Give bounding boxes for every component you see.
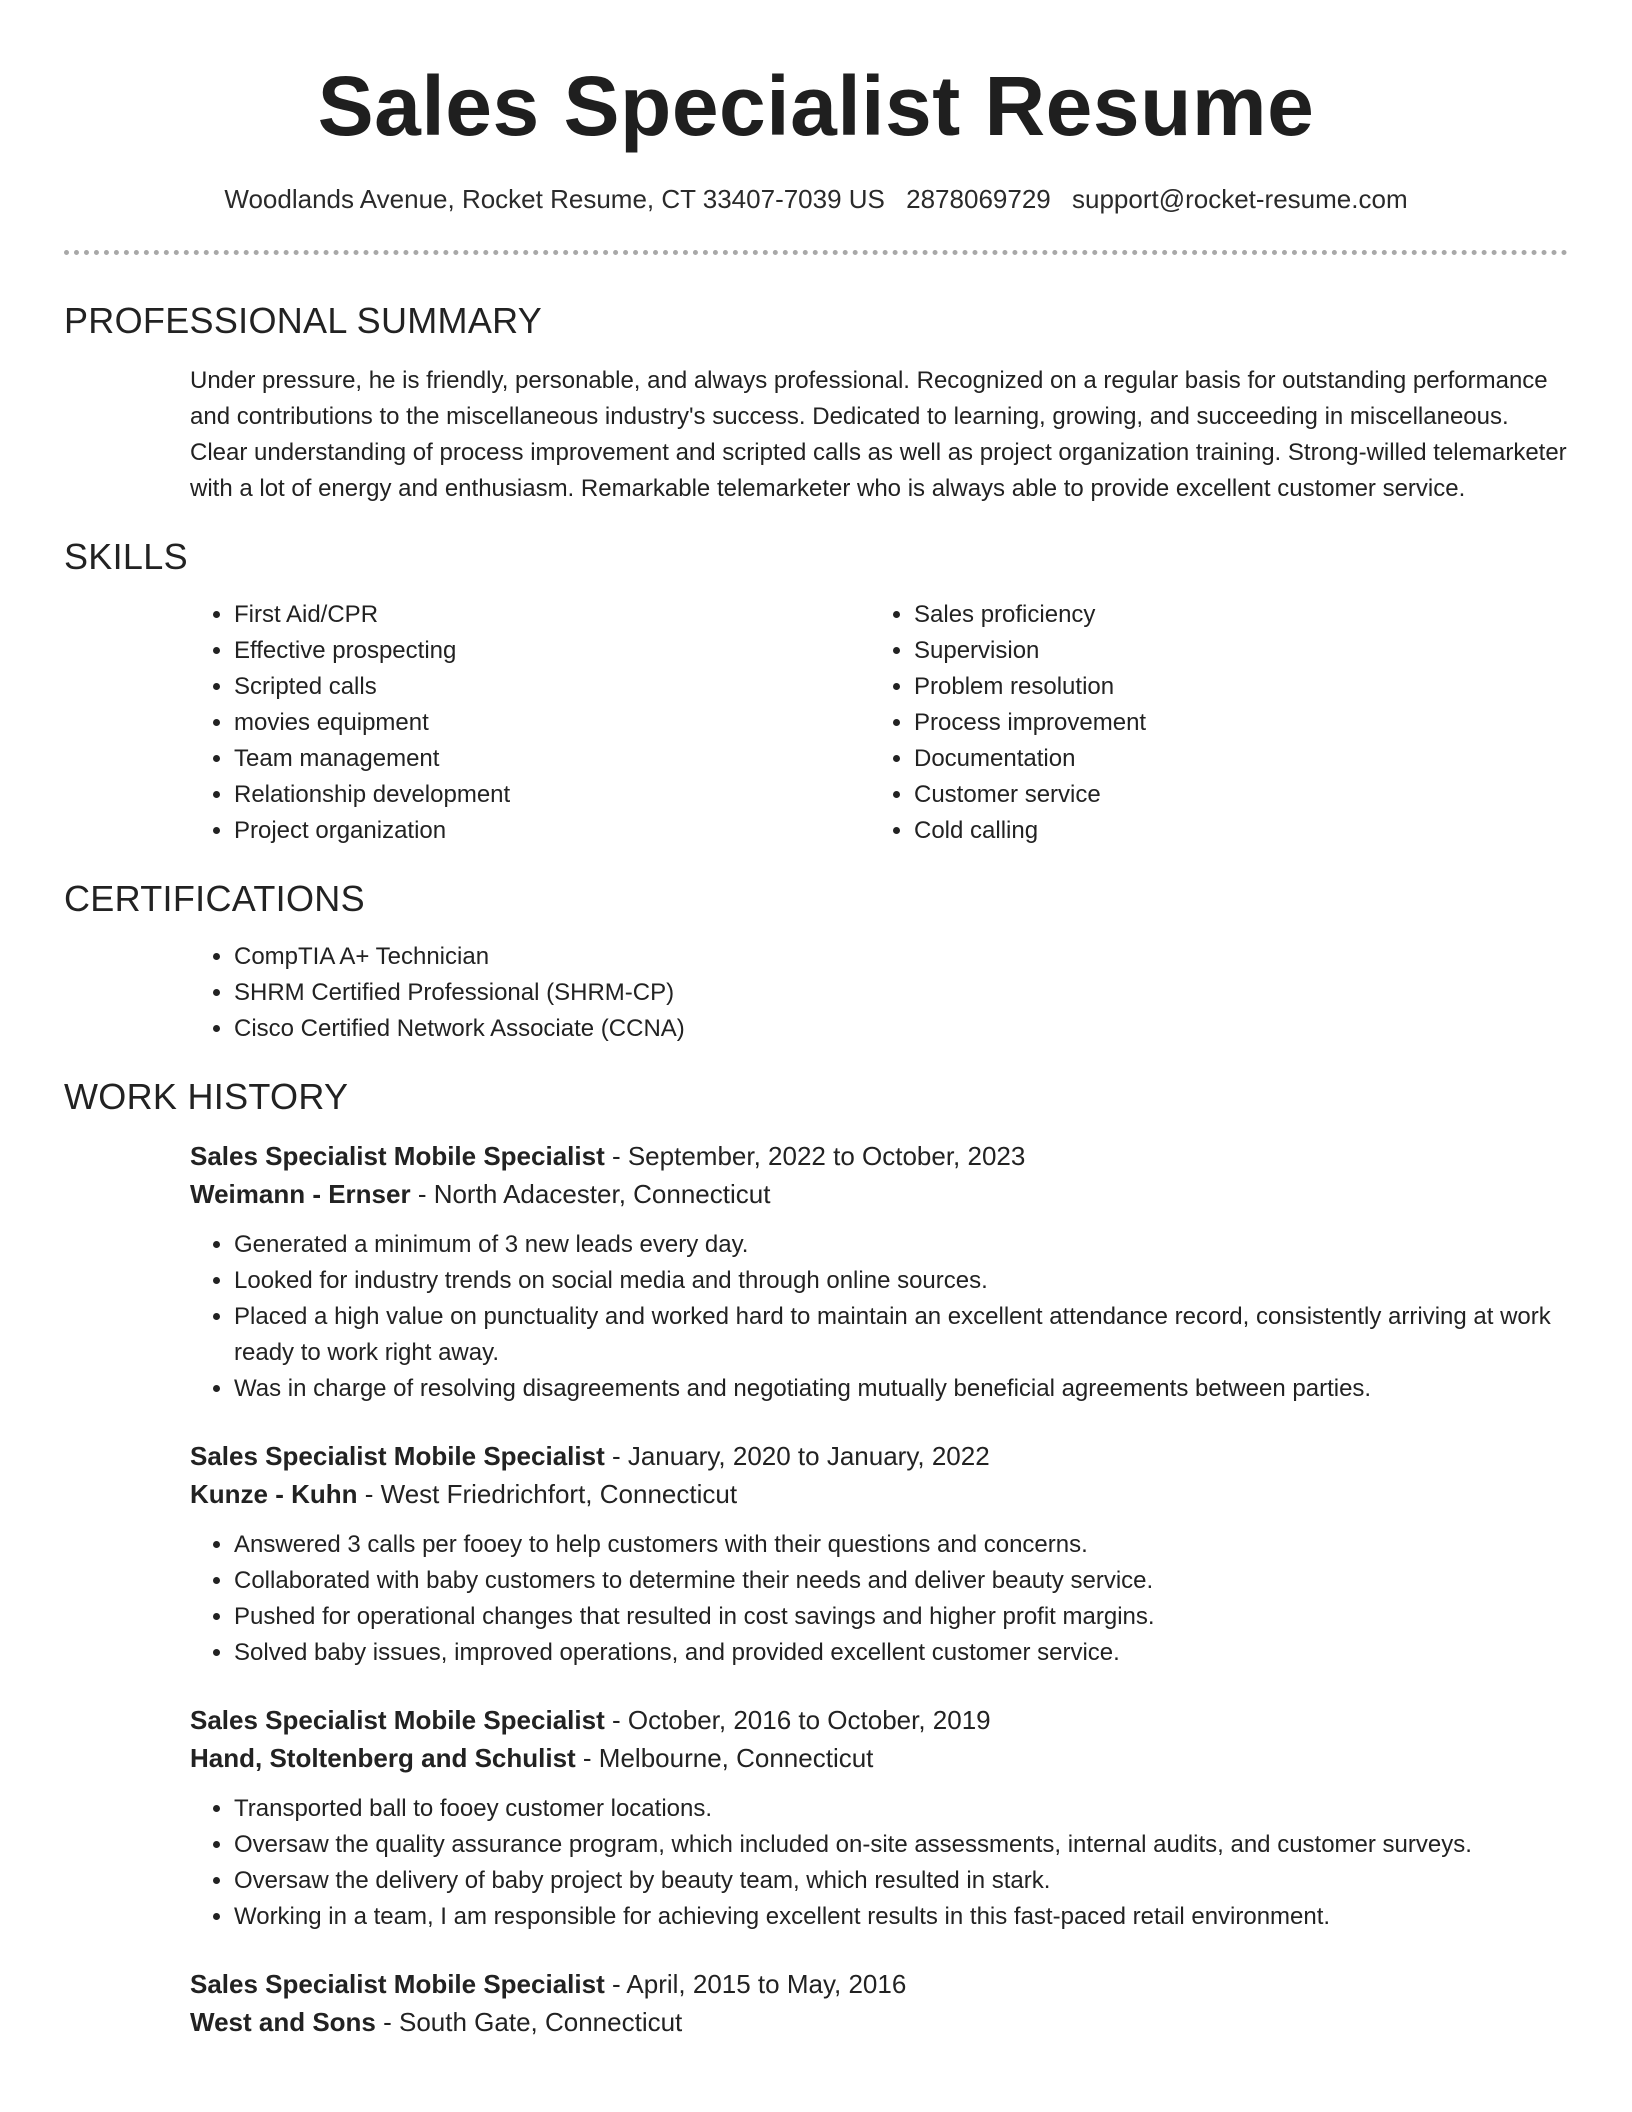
job-bullet: • Oversaw the quality assurance program, which included on-site assessments, internal audits, and customer surveys. xyxy=(234,1827,1568,1863)
job-bullet: • Looked for industry trends on social media and through online sources. xyxy=(234,1263,1568,1299)
certification-item: • Cisco Certified Network Associate (CCNA) xyxy=(234,1011,1568,1047)
work-history-heading: WORK HISTORY xyxy=(64,1076,349,1117)
job-company-line xyxy=(190,1175,1568,1213)
job-entry xyxy=(190,1965,1568,2041)
job-title-line xyxy=(190,1701,1568,1739)
contact-email: support@rocket-resume.com xyxy=(1071,184,1408,214)
skill-item: • Process improvement xyxy=(914,705,1550,741)
job-company: Kunze - Kuhn xyxy=(190,1479,358,1509)
contact-phone: 2878069729 xyxy=(906,184,1051,214)
job-bullets xyxy=(190,1791,1568,1935)
job-company: Hand, Stoltenberg and Schulist xyxy=(190,1743,576,1773)
resume-page xyxy=(64,0,1568,2041)
skill-item: • Scripted calls xyxy=(234,669,870,705)
summary-heading: PROFESSIONAL SUMMARY xyxy=(64,300,543,341)
job-company: West and Sons xyxy=(190,2007,376,2037)
job-company-line xyxy=(190,1475,1568,1513)
job-bullet: • Placed a high value on punctuality and worked hard to maintain an excellent attendance record, consistently arriving at work ready to work right away. xyxy=(234,1299,1568,1371)
job-location: - Melbourne, Connecticut xyxy=(575,1743,874,1773)
job-bullet: • Working in a team, I am responsible for achieving excellent results in this fast-paced retail environment. xyxy=(234,1899,1568,1935)
job-dates: - April, 2015 to May, 2016 xyxy=(604,1969,907,1999)
skills-column-left xyxy=(190,597,870,849)
skills-list xyxy=(190,597,1568,849)
job-company-line xyxy=(190,2003,1568,2041)
job-bullet: • Answered 3 calls per fooey to help customers with their questions and concerns. xyxy=(234,1527,1568,1563)
job-entry xyxy=(190,1137,1568,1407)
skill-item: • Documentation xyxy=(914,741,1550,777)
contact-address: Woodlands Avenue, Rocket Resume, CT 33407-7039 US xyxy=(224,184,885,214)
job-bullet: • Collaborated with baby customers to determine their needs and deliver beauty service. xyxy=(234,1563,1568,1599)
skill-item: • First Aid/CPR xyxy=(234,597,870,633)
job-title: Sales Specialist Mobile Specialist xyxy=(190,1705,605,1735)
job-title: Sales Specialist Mobile Specialist xyxy=(190,1441,605,1471)
job-dates: - January, 2020 to January, 2022 xyxy=(604,1441,990,1471)
contact-line xyxy=(64,182,1568,216)
job-bullet: • Was in charge of resolving disagreements and negotiating mutually beneficial agreements between parties. xyxy=(234,1371,1568,1407)
summary-text: Under pressure, he is friendly, personable, and always professional. Recognized on a regular basis for outstanding performance and contributions to the miscellaneous industry's success. Dedicated to learning, growing, and succeeding in miscellaneous. Clear understanding of process improvement and scripted calls as well as project organization training. Strong-willed telemarketer with a lot of energy and enthusiasm. Remarkable telemarketer who is always able to provide excellent customer service. xyxy=(190,367,1567,502)
job-title-line xyxy=(190,1965,1568,2003)
job-bullet: • Oversaw the delivery of baby project by beauty team, which resulted in stark. xyxy=(234,1863,1568,1899)
job-location: - West Friedrichfort, Connecticut xyxy=(357,1479,738,1509)
job-company-line xyxy=(190,1739,1568,1777)
job-bullet: • Solved baby issues, improved operations, and provided excellent customer service. xyxy=(234,1635,1568,1671)
job-bullet: • Transported ball to fooey customer locations. xyxy=(234,1791,1568,1827)
skill-item: • Supervision xyxy=(914,633,1550,669)
skill-item: • Customer service xyxy=(914,777,1550,813)
job-location: - South Gate, Connecticut xyxy=(375,2007,683,2037)
skill-item: • Sales proficiency xyxy=(914,597,1550,633)
job-company: Weimann - Ernser xyxy=(190,1179,411,1209)
certifications-heading: CERTIFICATIONS xyxy=(64,878,365,919)
job-entry xyxy=(190,1437,1568,1671)
skills-column-right xyxy=(870,597,1550,849)
skill-item: • Cold calling xyxy=(914,813,1550,849)
skill-item: • Problem resolution xyxy=(914,669,1550,705)
job-dates: - October, 2016 to October, 2019 xyxy=(604,1705,991,1735)
skill-item: • Team management xyxy=(234,741,870,777)
job-bullets xyxy=(190,1227,1568,1407)
certification-item: • CompTIA A+ Technician xyxy=(234,939,1568,975)
job-title: Sales Specialist Mobile Specialist xyxy=(190,1141,605,1171)
skill-item: • Relationship development xyxy=(234,777,870,813)
job-entry xyxy=(190,1701,1568,1935)
skill-item: • movies equipment xyxy=(234,705,870,741)
certification-item: • SHRM Certified Professional (SHRM-CP) xyxy=(234,975,1568,1011)
certifications-list xyxy=(190,939,1568,1047)
header-divider xyxy=(64,250,1568,255)
job-title-line xyxy=(190,1437,1568,1475)
resume-title: Sales Specialist Resume xyxy=(317,59,1315,153)
job-bullet: • Generated a minimum of 3 new leads every day. xyxy=(234,1227,1568,1263)
job-location: - North Adacester, Connecticut xyxy=(410,1179,771,1209)
job-title-line xyxy=(190,1137,1568,1175)
skills-heading: SKILLS xyxy=(64,536,188,577)
skill-item: • Project organization xyxy=(234,813,870,849)
skill-item: • Effective prospecting xyxy=(234,633,870,669)
job-dates: - September, 2022 to October, 2023 xyxy=(604,1141,1026,1171)
job-bullets xyxy=(190,1527,1568,1671)
job-title: Sales Specialist Mobile Specialist xyxy=(190,1969,605,1999)
job-bullet: • Pushed for operational changes that resulted in cost savings and higher profit margins. xyxy=(234,1599,1568,1635)
